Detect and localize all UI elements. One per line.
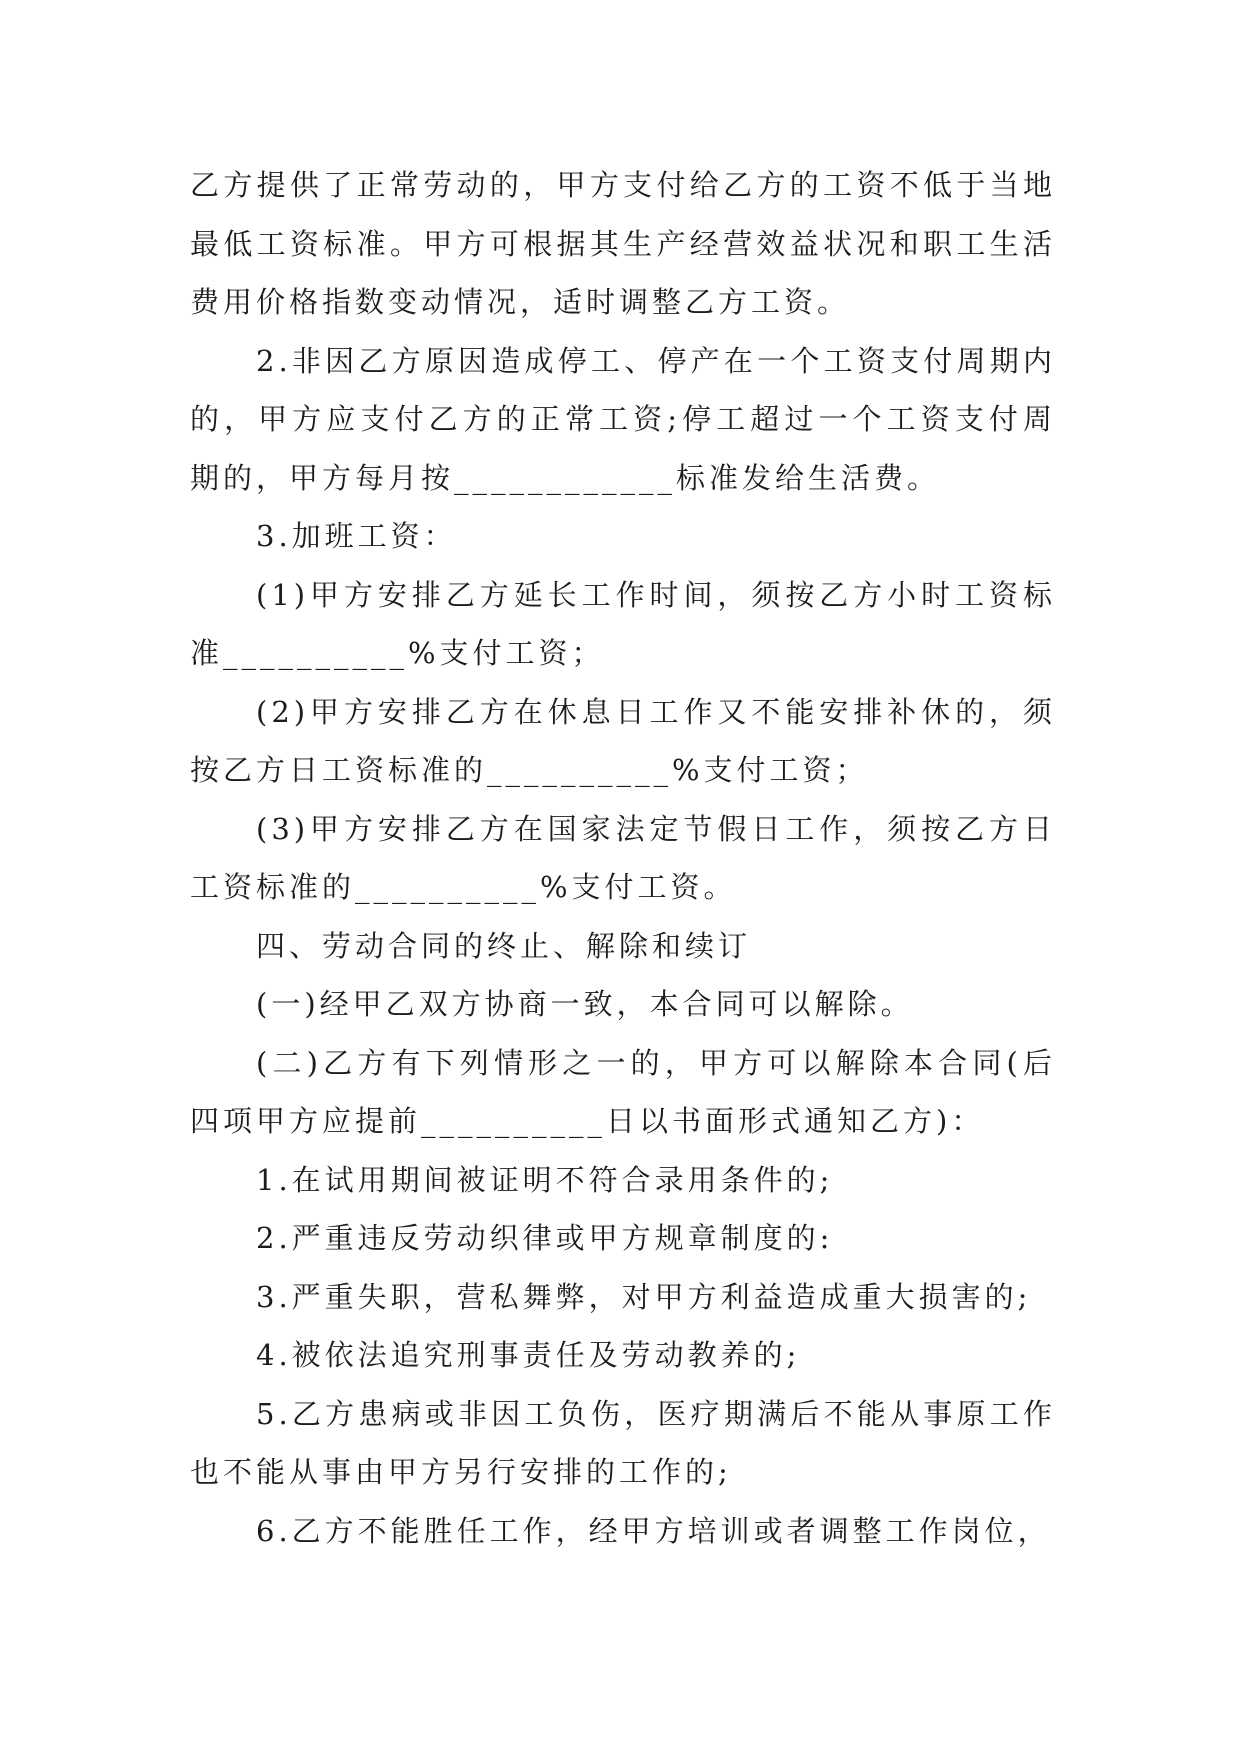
paragraph: (3)甲方安排乙方在国家法定节假日工作，须按乙方日工资标准的__________%支付工资。 xyxy=(190,811,1056,904)
paragraph: (1)甲方安排乙方延长工作时间，须按乙方小时工资标准__________%支付工资； xyxy=(190,577,1056,670)
list-item: 5.乙方患病或非因工负伤，医疗期满后不能从事原工作也不能从事由甲方另行安排的工作的; xyxy=(190,1396,1056,1489)
paragraph: (二)乙方有下列情形之一的，甲方可以解除本合同(后四项甲方应提前__________日以书面形式通知乙方)： xyxy=(190,1045,1056,1138)
paragraph: 乙方提供了正常劳动的，甲方支付给乙方的工资不低于当地最低工资标准。甲方可根据其生产经营效益状况和职工生活费用价格指数变动情况，适时调整乙方工资。 xyxy=(190,168,1056,319)
list-item: 4.被依法追究刑事责任及劳动教养的; xyxy=(256,1338,801,1372)
paragraph: (2)甲方安排乙方在休息日工作又不能安排补休的，须按乙方日工资标准的__________%支付工资； xyxy=(190,694,1056,787)
list-item: 1.在试用期间被证明不符合录用条件的; xyxy=(256,1162,834,1197)
paragraph: 2.非因乙方原因造成停工、停产在一个工资支付周期内的，甲方应支付乙方的正常工资;停工超过一个工资支付周期的，甲方每月按____________标准发给生活费。 xyxy=(190,343,1056,495)
paragraph: (一)经甲乙双方协商一致，本合同可以解除。 xyxy=(256,987,914,1021)
list-item: 2.严重违反劳动织律或甲方规章制度的: xyxy=(256,1221,834,1255)
section-heading: 四、劳动合同的终止、解除和续订 xyxy=(256,928,752,963)
list-item: 3.严重失职，营私舞弊，对甲方利益造成重大损害的; xyxy=(256,1279,1032,1314)
paragraph: 3.加班工资： xyxy=(256,519,457,553)
document-body xyxy=(190,156,1056,1560)
list-item: 6.乙方不能胜任工作，经甲方培训或者调整工作岗位， xyxy=(256,1513,1051,1548)
